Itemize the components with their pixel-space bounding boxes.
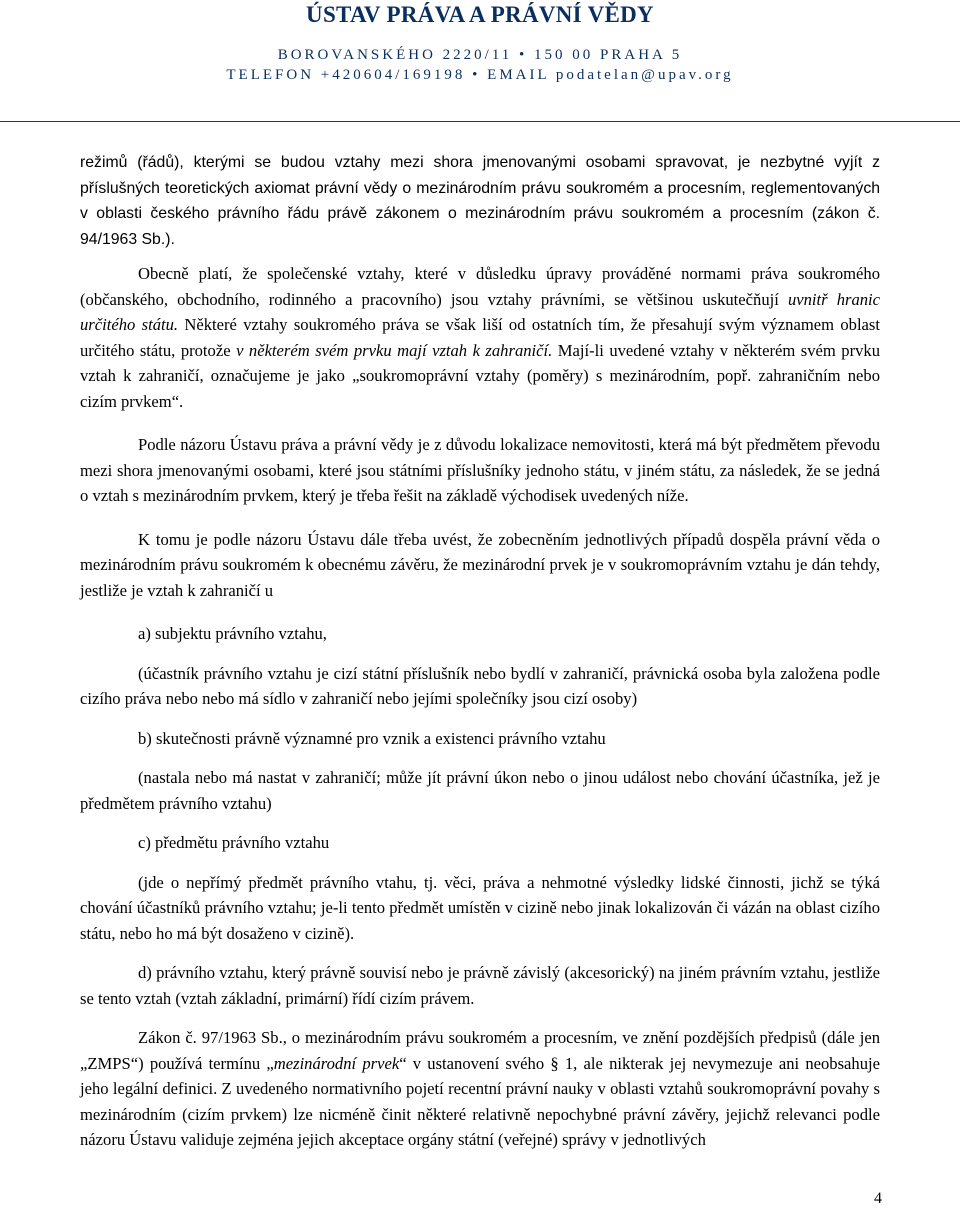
paragraph-institute-opinion: Podle názoru Ústavu práva a právní vědy je z důvodu lokalizace nemovitosti, která má být předmětem převodu mezi shora jmenovanými osobami, které jsou státními příslušníky jednoho státu, v jiném státu, za následek, že se jedná o vztah s mezinárodním prvkem, který je třeba řešit na základě východisek uvedených níže. xyxy=(80,435,880,505)
list-item-c-heading: c) předmětu právního vztahu xyxy=(138,833,330,852)
paragraph-zmps: Zákon č. 97/1963 Sb., o mezinárodním právu soukromém a procesním, ve znění pozdějších předpisů (dále jen „ZMPS“) používá termínu „mezinárodní prvek“ v ustanovení svého § 1, ale nikterak jej nevymezuje ani neobsahuje jeho legální definici. Z uvedeného normativního pojetí recentní právní nauky v oblasti vztahů soukromoprávní povahy s mezinárodním (cizím prvkem) lze nicméně činit některé relativně nepochybné právní závěry, jejichž relevanci podle názoru Ústavu validuje zejména jejich akceptace orgány státní (veřejné) správy v jednotlivých xyxy=(80,1028,880,1149)
institute-address: BOROVANSKÉHO 2220/11 • 150 00 PRAHA 5 xyxy=(277,47,683,63)
emphasis-foreign-relation: v některém svém prvku mají vztah k zahraničí. xyxy=(236,340,553,360)
paragraph-intro: režimů (řádů), kterými se budou vztahy mezi shora jmenovanými osobami spravovat, je nezbytné vyjít z příslušných teoretických axiomat právní vědy o mezinárodním právu soukromém a procesním, reglementovaných v oblasti českého právního řádu právě zákonem o mezinárodním právu soukromém a procesním (zákon č. 94/1963 Sb.). xyxy=(80,154,880,248)
list-item-a-heading: a) subjektu právního vztahu, xyxy=(138,624,327,643)
page-number: 4 xyxy=(874,1190,882,1207)
emphasis-within-state: uvnitř hranic určitého státu. xyxy=(80,289,881,334)
paragraph-general-rule: Obecně platí, že společenské vztahy, které v důsledku úpravy prováděné normami práva soukromého (občanského, obchodního, rodinného a pracovního) jsou vztahy právními, se většinou uskutečňují uvnitř hranic určitého státu. Některé vztahy soukromého práva se však liší od ostatních tím, že přesahují svým významem oblast určitého státu, protože v některém svém prvku mají vztah k zahraničí. Mají-li uvedené vztahy v některém svém prvku vztah k zahraničí, označujeme je jako „soukromoprávní vztahy (poměry) s mezinárodním, popř. zahraničním nebo cizím prvkem“. xyxy=(80,264,881,411)
list-item-b-heading: b) skutečnosti právně významné pro vznik a existenci právního vztahu xyxy=(138,728,606,748)
emphasis-international-element: mezinárodní prvek xyxy=(273,1053,400,1073)
list-item-d-text: d) právního vztahu, který právně souvisí nebo je právně závislý (akcesorický) na jiném právním vztahu, jestliže se tento vztah (vztah základní, primární) řídí cizím právem. xyxy=(80,963,880,1008)
document-body xyxy=(80,150,880,1153)
list-item-b-text: (nastala nebo má nastat v zahraničí; může jít právní úkon nebo o jinou událost nebo chování účastníka, jež je předmětem právního vztahu) xyxy=(80,768,880,813)
institute-name: ÚSTAV PRÁVA A PRÁVNÍ VĚDY xyxy=(306,2,654,27)
header-divider xyxy=(0,121,960,122)
list-item-c-text: (jde o nepřímý předmět právního vtahu, tj. věci, práva a nehmotné výsledky lidské činnosti, jichž se týká chování účastníků právního vztahu; je-li tento předmět umístěn v cizině nebo jinak lokalizován či vázán na oblast cizího státu, nebo ho má být dosaženo v cizině). xyxy=(80,872,880,943)
paragraph-legal-science: K tomu je podle názoru Ústavu dále třeba uvést, že zobecněním jednotlivých případů dospěla právní věda o mezinárodním právu soukromém k obecnému závěru, že mezinárodní prvek je v soukromoprávním vztahu je dán tehdy, jestliže je vztah k zahraničí u xyxy=(80,529,880,600)
list-item-a-text: (účastník právního vztahu je cizí státní příslušník nebo bydlí v zahraničí, právnická osoba byla založena podle cizího práva nebo nebo má sídlo v zahraničí nebo jejími společníky jsou cizí osoby) xyxy=(80,663,880,708)
institute-contact: TELEFON +420604/169198 • EMAIL podatelan@upav.org xyxy=(226,67,734,83)
